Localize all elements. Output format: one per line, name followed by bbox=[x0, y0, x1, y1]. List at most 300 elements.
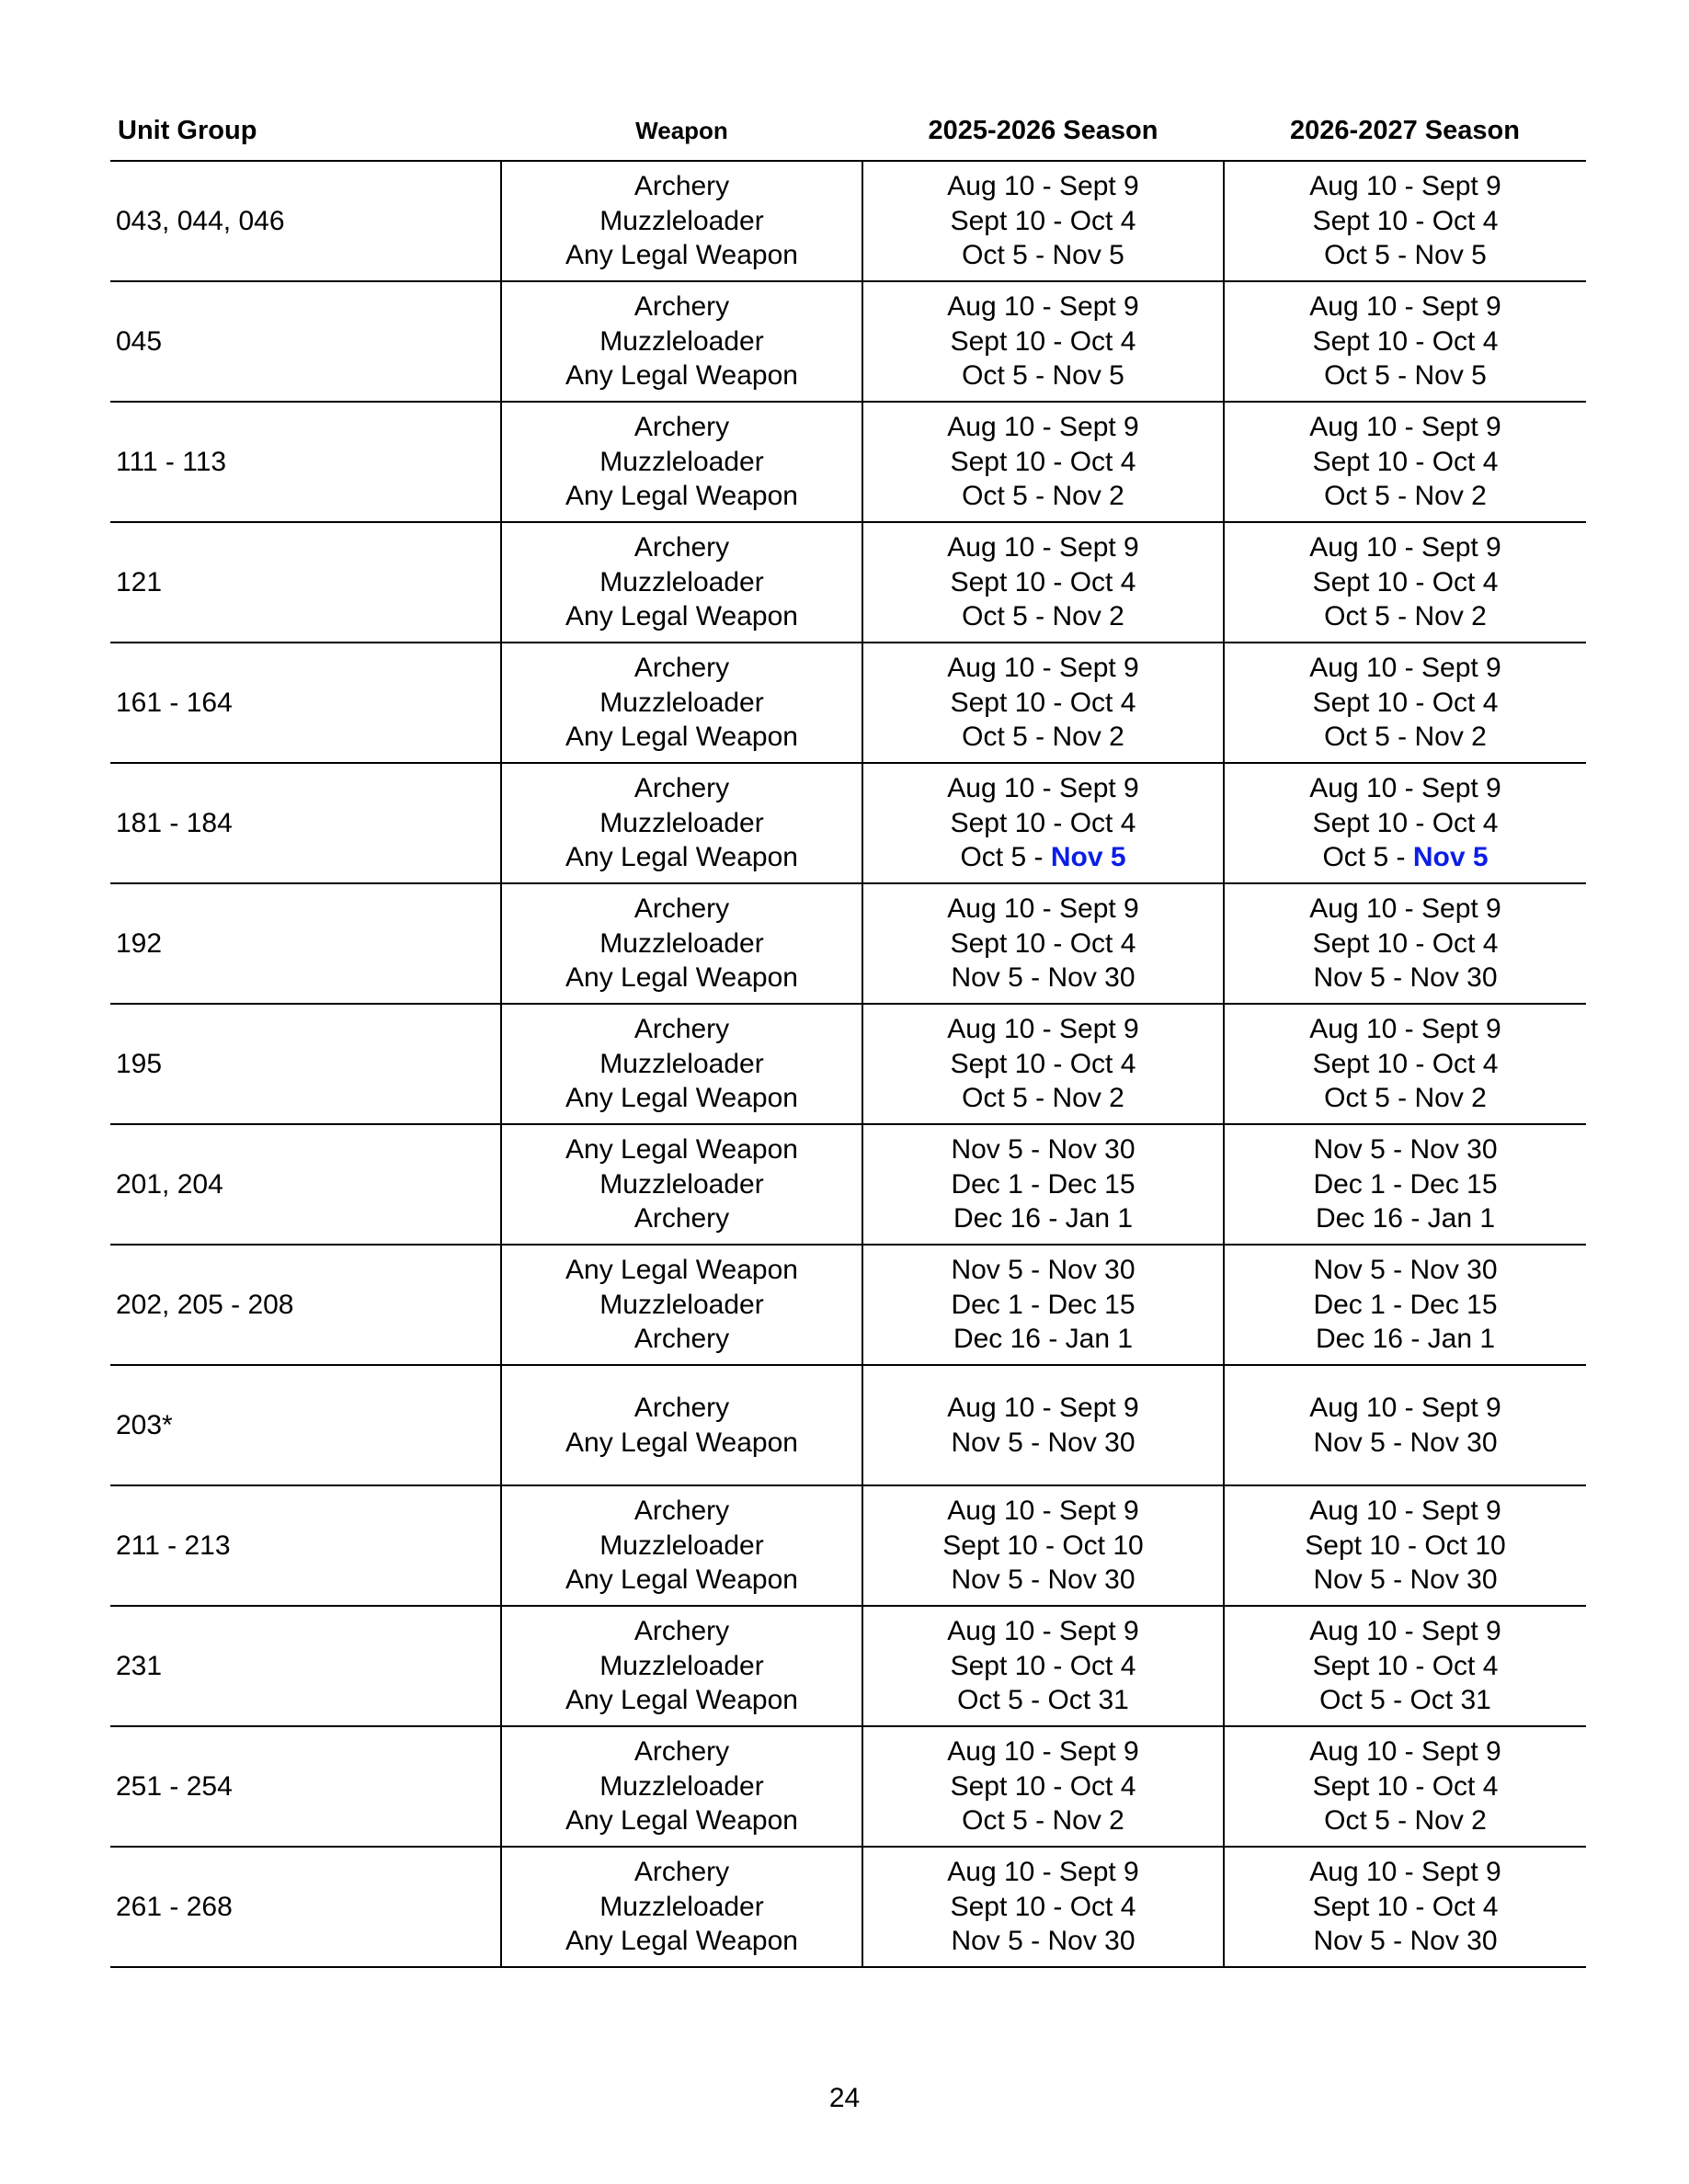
date-range-text: Oct 5 - Nov 2 bbox=[1324, 601, 1487, 632]
date-range-line bbox=[1225, 599, 1586, 634]
header-season-2025-2026: 2025-2026 Season bbox=[862, 101, 1224, 161]
date-range-text: Nov 5 - Nov 30 bbox=[951, 1564, 1136, 1596]
date-range-text: Oct 5 - Nov 2 bbox=[1324, 1805, 1487, 1837]
weapon-line: Archery bbox=[633, 1616, 730, 1647]
date-range-line bbox=[863, 1081, 1223, 1116]
date-range-line bbox=[1225, 1769, 1586, 1804]
date-range-line bbox=[863, 530, 1223, 565]
season-2026-2027-cell bbox=[1224, 1485, 1586, 1606]
date-range-line bbox=[863, 892, 1223, 927]
date-range-text: Dec 1 - Dec 15 bbox=[1313, 1289, 1498, 1320]
table-row bbox=[110, 763, 1586, 883]
date-range-text: Oct 5 - Nov 2 bbox=[1324, 1083, 1487, 1114]
weapon-cell bbox=[501, 643, 862, 763]
date-range-text: Dec 16 - Jan 1 bbox=[953, 1203, 1134, 1234]
date-range-line bbox=[863, 565, 1223, 600]
season-2025-2026-cell bbox=[862, 1004, 1224, 1124]
date-range-line bbox=[1225, 892, 1586, 927]
season-2026-2027-cell bbox=[1224, 161, 1586, 281]
table-row bbox=[110, 1726, 1586, 1847]
weapon-line: Muzzleloader bbox=[599, 1530, 764, 1561]
date-range-text: Aug 10 - Sept 9 bbox=[1309, 893, 1501, 925]
season-2026-2027-cell bbox=[1224, 1726, 1586, 1847]
date-range-line bbox=[1225, 1012, 1586, 1047]
date-range-line bbox=[863, 686, 1223, 721]
weapon-line: Muzzleloader bbox=[599, 1891, 764, 1922]
date-range-line bbox=[1225, 290, 1586, 324]
weapon-line: Archery bbox=[633, 773, 730, 804]
season-2026-2027-cell bbox=[1224, 1606, 1586, 1726]
date-range-text: Nov 5 - Nov 30 bbox=[1313, 1926, 1498, 1957]
date-range-line bbox=[1225, 1253, 1586, 1288]
date-range-text: Aug 10 - Sept 9 bbox=[947, 291, 1139, 323]
date-range-text: Nov 5 - Nov 30 bbox=[1313, 962, 1498, 994]
date-range-line bbox=[1225, 927, 1586, 961]
date-range-text: Sept 10 - Oct 4 bbox=[1312, 687, 1499, 718]
date-range-text: Nov 5 - Nov 30 bbox=[1313, 1564, 1498, 1596]
date-range-line bbox=[1225, 1288, 1586, 1323]
date-range-text: Nov 5 - Nov 30 bbox=[1313, 1427, 1498, 1458]
table-row bbox=[110, 1847, 1586, 1967]
table-row bbox=[110, 1485, 1586, 1606]
date-range-line bbox=[863, 771, 1223, 806]
date-range-line bbox=[863, 1288, 1223, 1323]
date-range-line bbox=[863, 720, 1223, 755]
weapon-line: Muzzleloader bbox=[599, 927, 764, 959]
table-row bbox=[110, 281, 1586, 402]
unit-group-cell: 045 bbox=[110, 281, 501, 402]
date-range-text: Sept 10 - Oct 4 bbox=[1312, 1048, 1499, 1079]
season-2025-2026-cell bbox=[862, 1124, 1224, 1245]
weapon-cell bbox=[501, 1004, 862, 1124]
unit-group-cell: 195 bbox=[110, 1004, 501, 1124]
date-range-line bbox=[1225, 238, 1586, 273]
date-range-line bbox=[1225, 1494, 1586, 1529]
unit-group-cell: 161 - 164 bbox=[110, 643, 501, 763]
date-range-text: Sept 10 - Oct 10 bbox=[942, 1530, 1144, 1561]
date-range-text: Aug 10 - Sept 9 bbox=[1309, 412, 1501, 443]
date-range-text: Aug 10 - Sept 9 bbox=[947, 773, 1139, 804]
table-row bbox=[110, 1124, 1586, 1245]
date-range-line bbox=[1225, 530, 1586, 565]
date-range-line bbox=[1225, 1081, 1586, 1116]
table-row bbox=[110, 402, 1586, 522]
weapon-line: Archery bbox=[633, 532, 730, 563]
weapon-line: Muzzleloader bbox=[599, 1650, 764, 1681]
date-range-line bbox=[863, 599, 1223, 634]
header-season-2026-2027: 2026-2027 Season bbox=[1224, 101, 1586, 161]
weapon-line: Archery bbox=[633, 1014, 730, 1045]
date-range-line bbox=[863, 1322, 1223, 1357]
unit-group-cell: 251 - 254 bbox=[110, 1726, 501, 1847]
date-range-text: Sept 10 - Oct 4 bbox=[950, 1650, 1136, 1681]
weapon-cell bbox=[501, 1726, 862, 1847]
season-2026-2027-cell bbox=[1224, 1365, 1586, 1485]
header-row bbox=[110, 101, 1586, 161]
date-range-text: Aug 10 - Sept 9 bbox=[947, 893, 1139, 925]
unit-group-cell: 231 bbox=[110, 1606, 501, 1726]
unit-group-cell: 181 - 184 bbox=[110, 763, 501, 883]
date-range-text: Sept 10 - Oct 4 bbox=[950, 927, 1136, 959]
date-range-text: Nov 5 - Nov 30 bbox=[951, 1255, 1136, 1286]
season-2025-2026-cell bbox=[862, 161, 1224, 281]
weapon-line: Any Legal Weapon bbox=[565, 1805, 798, 1837]
unit-group-cell: 203* bbox=[110, 1365, 501, 1485]
date-range-text: Nov 5 - Nov 30 bbox=[951, 1427, 1136, 1458]
date-range-text: Aug 10 - Sept 9 bbox=[1309, 1736, 1501, 1768]
weapon-cell bbox=[501, 1485, 862, 1606]
date-range-line bbox=[863, 324, 1223, 359]
season-2026-2027-cell bbox=[1224, 1245, 1586, 1365]
unit-group-cell: 201, 204 bbox=[110, 1124, 501, 1245]
date-range-line bbox=[1225, 961, 1586, 995]
date-range-text: Nov 5 - Nov 30 bbox=[1313, 1255, 1498, 1286]
date-range-line bbox=[863, 358, 1223, 393]
weapon-line: Muzzleloader bbox=[599, 1048, 764, 1079]
season-2026-2027-cell bbox=[1224, 643, 1586, 763]
date-range-line bbox=[863, 479, 1223, 514]
weapon-line: Archery bbox=[633, 893, 730, 925]
date-range-line bbox=[1225, 771, 1586, 806]
date-range-line bbox=[1225, 169, 1586, 204]
date-range-text: Sept 10 - Oct 4 bbox=[950, 325, 1136, 357]
date-range-text: Sept 10 - Oct 4 bbox=[950, 1891, 1136, 1922]
date-range-text: Sept 10 - Oct 4 bbox=[950, 1770, 1136, 1802]
date-range-line bbox=[863, 290, 1223, 324]
weapon-line: Archery bbox=[633, 1736, 730, 1768]
weapon-line: Any Legal Weapon bbox=[565, 1564, 798, 1596]
unit-group-cell: 192 bbox=[110, 883, 501, 1004]
date-range-text: Aug 10 - Sept 9 bbox=[1309, 532, 1501, 563]
date-range-line bbox=[1225, 840, 1586, 875]
weapon-line: Any Legal Weapon bbox=[565, 240, 798, 271]
date-range-line bbox=[863, 1649, 1223, 1684]
season-2026-2027-cell bbox=[1224, 763, 1586, 883]
season-2025-2026-cell bbox=[862, 763, 1224, 883]
date-range-text: Nov 5 - Nov 30 bbox=[951, 1926, 1136, 1957]
date-range-line bbox=[863, 445, 1223, 480]
date-range-line bbox=[863, 927, 1223, 961]
highlighted-date: Nov 5 bbox=[1050, 842, 1126, 873]
season-2025-2026-cell bbox=[862, 1606, 1224, 1726]
date-range-line bbox=[1225, 324, 1586, 359]
date-range-text: Aug 10 - Sept 9 bbox=[947, 1014, 1139, 1045]
weapon-line: Muzzleloader bbox=[599, 1289, 764, 1320]
weapon-cell bbox=[501, 1124, 862, 1245]
table-row bbox=[110, 161, 1586, 281]
date-range-line bbox=[1225, 1426, 1586, 1461]
date-range-text: Aug 10 - Sept 9 bbox=[1309, 171, 1501, 202]
season-2026-2027-cell bbox=[1224, 522, 1586, 643]
date-range-text: Aug 10 - Sept 9 bbox=[1309, 1616, 1501, 1647]
date-range-text: Oct 5 - bbox=[1322, 842, 1413, 873]
season-2025-2026-cell bbox=[862, 643, 1224, 763]
weapon-cell bbox=[501, 161, 862, 281]
date-range-text: Aug 10 - Sept 9 bbox=[947, 532, 1139, 563]
date-range-text: Aug 10 - Sept 9 bbox=[947, 1393, 1139, 1423]
date-range-line bbox=[1225, 1890, 1586, 1925]
table-row bbox=[110, 1365, 1586, 1485]
date-range-line bbox=[863, 238, 1223, 273]
date-range-text: Aug 10 - Sept 9 bbox=[947, 653, 1139, 684]
date-range-line bbox=[1225, 1201, 1586, 1236]
date-range-text: Sept 10 - Oct 4 bbox=[1312, 205, 1499, 236]
table-row bbox=[110, 1245, 1586, 1365]
header-unit-group: Unit Group bbox=[110, 101, 501, 161]
date-range-line bbox=[1225, 720, 1586, 755]
table-row bbox=[110, 1004, 1586, 1124]
weapon-line: Muzzleloader bbox=[599, 1770, 764, 1802]
date-range-line bbox=[863, 1201, 1223, 1236]
highlighted-date: Nov 5 bbox=[1412, 842, 1489, 873]
weapon-line: Any Legal Weapon bbox=[565, 1255, 798, 1286]
weapon-line: Any Legal Weapon bbox=[565, 360, 798, 392]
weapon-line: Any Legal Weapon bbox=[565, 1926, 798, 1957]
weapon-line: Muzzleloader bbox=[599, 1168, 764, 1200]
weapon-line: Archery bbox=[633, 1203, 730, 1234]
weapon-line: Archery bbox=[633, 1496, 730, 1527]
date-range-text: Nov 5 - Nov 30 bbox=[1313, 1134, 1498, 1166]
weapon-line: Archery bbox=[633, 291, 730, 323]
date-range-line bbox=[863, 1890, 1223, 1925]
date-range-line bbox=[1225, 204, 1586, 239]
unit-group-cell: 211 - 213 bbox=[110, 1485, 501, 1606]
date-range-line bbox=[863, 840, 1223, 875]
date-range-text: Sept 10 - Oct 4 bbox=[950, 205, 1136, 236]
date-range-text: Aug 10 - Sept 9 bbox=[1309, 1857, 1501, 1888]
date-range-line bbox=[863, 1683, 1223, 1718]
weapon-line: Archery bbox=[633, 1393, 730, 1423]
date-range-text: Oct 5 - Nov 5 bbox=[1324, 240, 1487, 271]
weapon-line: Any Legal Weapon bbox=[565, 601, 798, 632]
date-range-text: Aug 10 - Sept 9 bbox=[947, 412, 1139, 443]
weapon-line: Any Legal Weapon bbox=[565, 1427, 798, 1458]
weapon-cell bbox=[501, 281, 862, 402]
date-range-text: Oct 5 - bbox=[960, 842, 1051, 873]
date-range-line bbox=[1225, 1047, 1586, 1082]
date-range-line bbox=[1225, 445, 1586, 480]
weapon-line: Muzzleloader bbox=[599, 205, 764, 236]
weapon-cell bbox=[501, 1365, 862, 1485]
date-range-line bbox=[863, 410, 1223, 445]
date-range-text: Oct 5 - Nov 5 bbox=[962, 360, 1124, 392]
date-range-text: Sept 10 - Oct 4 bbox=[1312, 1770, 1499, 1802]
date-range-text: Aug 10 - Sept 9 bbox=[1309, 1496, 1501, 1527]
weapon-line: Muzzleloader bbox=[599, 325, 764, 357]
date-range-line bbox=[1225, 1132, 1586, 1167]
table-row bbox=[110, 522, 1586, 643]
date-range-text: Oct 5 - Nov 5 bbox=[1324, 360, 1487, 392]
season-2025-2026-cell bbox=[862, 1485, 1224, 1606]
date-range-line bbox=[1225, 1803, 1586, 1838]
weapon-cell bbox=[501, 402, 862, 522]
date-range-line bbox=[863, 1529, 1223, 1564]
season-2026-2027-cell bbox=[1224, 883, 1586, 1004]
date-range-text: Sept 10 - Oct 4 bbox=[950, 566, 1136, 597]
date-range-text: Sept 10 - Oct 4 bbox=[950, 1048, 1136, 1079]
date-range-line bbox=[863, 1426, 1223, 1461]
season-table bbox=[110, 101, 1586, 1968]
weapon-cell bbox=[501, 522, 862, 643]
date-range-line bbox=[863, 1563, 1223, 1598]
weapon-line: Archery bbox=[633, 1857, 730, 1888]
date-range-text: Aug 10 - Sept 9 bbox=[947, 1736, 1139, 1768]
date-range-text: Dec 16 - Jan 1 bbox=[1315, 1324, 1496, 1355]
date-range-line bbox=[1225, 1855, 1586, 1890]
date-range-line bbox=[1225, 565, 1586, 600]
date-range-line bbox=[863, 806, 1223, 841]
weapon-line: Any Legal Weapon bbox=[565, 1134, 798, 1166]
table-row bbox=[110, 643, 1586, 763]
date-range-line bbox=[1225, 1649, 1586, 1684]
date-range-line bbox=[1225, 1683, 1586, 1718]
weapon-line: Any Legal Weapon bbox=[565, 1083, 798, 1114]
weapon-cell bbox=[501, 1847, 862, 1967]
date-range-line bbox=[1225, 1391, 1586, 1426]
unit-group-cell: 043, 044, 046 bbox=[110, 161, 501, 281]
weapon-cell bbox=[501, 1606, 862, 1726]
date-range-text: Oct 5 - Nov 2 bbox=[962, 722, 1124, 753]
season-2026-2027-cell bbox=[1224, 402, 1586, 522]
season-2026-2027-cell bbox=[1224, 1004, 1586, 1124]
date-range-line bbox=[1225, 410, 1586, 445]
date-range-line bbox=[863, 1167, 1223, 1202]
date-range-text: Oct 5 - Nov 2 bbox=[1324, 722, 1487, 753]
season-2026-2027-cell bbox=[1224, 1124, 1586, 1245]
weapon-line: Archery bbox=[633, 653, 730, 684]
date-range-text: Dec 16 - Jan 1 bbox=[1315, 1203, 1496, 1234]
date-range-text: Oct 5 - Nov 2 bbox=[962, 481, 1124, 512]
weapon-line: Archery bbox=[633, 1324, 730, 1355]
date-range-text: Sept 10 - Oct 4 bbox=[1312, 1891, 1499, 1922]
date-range-line bbox=[863, 1012, 1223, 1047]
date-range-line bbox=[863, 1924, 1223, 1959]
date-range-line bbox=[863, 1735, 1223, 1769]
date-range-text: Oct 5 - Nov 5 bbox=[962, 240, 1124, 271]
date-range-text: Sept 10 - Oct 10 bbox=[1305, 1530, 1506, 1561]
date-range-line bbox=[863, 169, 1223, 204]
table-header bbox=[110, 101, 1586, 161]
date-range-line bbox=[1225, 651, 1586, 686]
date-range-text: Sept 10 - Oct 4 bbox=[1312, 927, 1499, 959]
date-range-text: Sept 10 - Oct 4 bbox=[950, 807, 1136, 838]
date-range-line bbox=[863, 1391, 1223, 1426]
weapon-cell bbox=[501, 763, 862, 883]
weapon-line: Muzzleloader bbox=[599, 687, 764, 718]
date-range-line bbox=[863, 961, 1223, 995]
date-range-text: Sept 10 - Oct 4 bbox=[950, 687, 1136, 718]
date-range-text: Oct 5 - Nov 2 bbox=[962, 1083, 1124, 1114]
weapon-line: Muzzleloader bbox=[599, 446, 764, 477]
date-range-line bbox=[863, 1047, 1223, 1082]
season-2026-2027-cell bbox=[1224, 1847, 1586, 1967]
date-range-text: Dec 1 - Dec 15 bbox=[951, 1289, 1136, 1320]
date-range-line bbox=[863, 1132, 1223, 1167]
date-range-line bbox=[1225, 1322, 1586, 1357]
date-range-text: Aug 10 - Sept 9 bbox=[1309, 653, 1501, 684]
table-body bbox=[110, 161, 1586, 1967]
season-2025-2026-cell bbox=[862, 1365, 1224, 1485]
date-range-text: Aug 10 - Sept 9 bbox=[1309, 1393, 1501, 1423]
date-range-line bbox=[1225, 358, 1586, 393]
date-range-line bbox=[1225, 686, 1586, 721]
date-range-line bbox=[863, 1614, 1223, 1649]
date-range-text: Sept 10 - Oct 4 bbox=[1312, 325, 1499, 357]
season-2025-2026-cell bbox=[862, 1726, 1224, 1847]
date-range-text: Dec 1 - Dec 15 bbox=[1313, 1168, 1498, 1200]
date-range-text: Nov 5 - Nov 30 bbox=[951, 962, 1136, 994]
date-range-text: Sept 10 - Oct 4 bbox=[1312, 446, 1499, 477]
date-range-text: Dec 16 - Jan 1 bbox=[953, 1324, 1134, 1355]
date-range-text: Aug 10 - Sept 9 bbox=[1309, 291, 1501, 323]
date-range-line bbox=[863, 1494, 1223, 1529]
table-row bbox=[110, 1606, 1586, 1726]
date-range-text: Sept 10 - Oct 4 bbox=[1312, 1650, 1499, 1681]
date-range-text: Nov 5 - Nov 30 bbox=[951, 1134, 1136, 1166]
date-range-line bbox=[863, 204, 1223, 239]
date-range-text: Oct 5 - Nov 2 bbox=[1324, 481, 1487, 512]
date-range-line bbox=[863, 1855, 1223, 1890]
date-range-line bbox=[1225, 1614, 1586, 1649]
date-range-text: Aug 10 - Sept 9 bbox=[947, 1616, 1139, 1647]
date-range-text: Oct 5 - Oct 31 bbox=[957, 1685, 1129, 1716]
date-range-line bbox=[1225, 1924, 1586, 1959]
date-range-text: Aug 10 - Sept 9 bbox=[1309, 1014, 1501, 1045]
date-range-line bbox=[863, 1769, 1223, 1804]
date-range-line bbox=[1225, 1735, 1586, 1769]
weapon-cell bbox=[501, 883, 862, 1004]
date-range-line bbox=[1225, 1167, 1586, 1202]
date-range-text: Aug 10 - Sept 9 bbox=[1309, 773, 1501, 804]
weapon-line: Any Legal Weapon bbox=[565, 481, 798, 512]
date-range-text: Oct 5 - Nov 2 bbox=[962, 601, 1124, 632]
season-2026-2027-cell bbox=[1224, 281, 1586, 402]
weapon-line: Muzzleloader bbox=[599, 566, 764, 597]
unit-group-cell: 121 bbox=[110, 522, 501, 643]
date-range-text: Aug 10 - Sept 9 bbox=[947, 1496, 1139, 1527]
table-row bbox=[110, 883, 1586, 1004]
date-range-text: Sept 10 - Oct 4 bbox=[1312, 807, 1499, 838]
weapon-line: Any Legal Weapon bbox=[565, 842, 798, 873]
date-range-line bbox=[863, 651, 1223, 686]
date-range-line bbox=[1225, 479, 1586, 514]
date-range-line bbox=[863, 1253, 1223, 1288]
date-range-line bbox=[1225, 806, 1586, 841]
date-range-text: Sept 10 - Oct 4 bbox=[950, 446, 1136, 477]
date-range-line bbox=[863, 1803, 1223, 1838]
weapon-cell bbox=[501, 1245, 862, 1365]
season-2025-2026-cell bbox=[862, 883, 1224, 1004]
weapon-line: Any Legal Weapon bbox=[565, 1685, 798, 1716]
weapon-line: Muzzleloader bbox=[599, 807, 764, 838]
unit-group-cell: 261 - 268 bbox=[110, 1847, 501, 1967]
season-2025-2026-cell bbox=[862, 402, 1224, 522]
date-range-text: Oct 5 - Nov 2 bbox=[962, 1805, 1124, 1837]
weapon-line: Any Legal Weapon bbox=[565, 962, 798, 994]
date-range-text: Dec 1 - Dec 15 bbox=[951, 1168, 1136, 1200]
weapon-line: Archery bbox=[633, 412, 730, 443]
weapon-line: Archery bbox=[633, 171, 730, 202]
season-2025-2026-cell bbox=[862, 1847, 1224, 1967]
unit-group-cell: 111 - 113 bbox=[110, 402, 501, 522]
date-range-text: Oct 5 - Oct 31 bbox=[1319, 1685, 1491, 1716]
date-range-text: Sept 10 - Oct 4 bbox=[1312, 566, 1499, 597]
date-range-text: Aug 10 - Sept 9 bbox=[947, 1857, 1139, 1888]
page-number: 24 bbox=[828, 2083, 861, 2113]
season-2025-2026-cell bbox=[862, 1245, 1224, 1365]
unit-group-cell: 202, 205 - 208 bbox=[110, 1245, 501, 1365]
season-2025-2026-cell bbox=[862, 522, 1224, 643]
